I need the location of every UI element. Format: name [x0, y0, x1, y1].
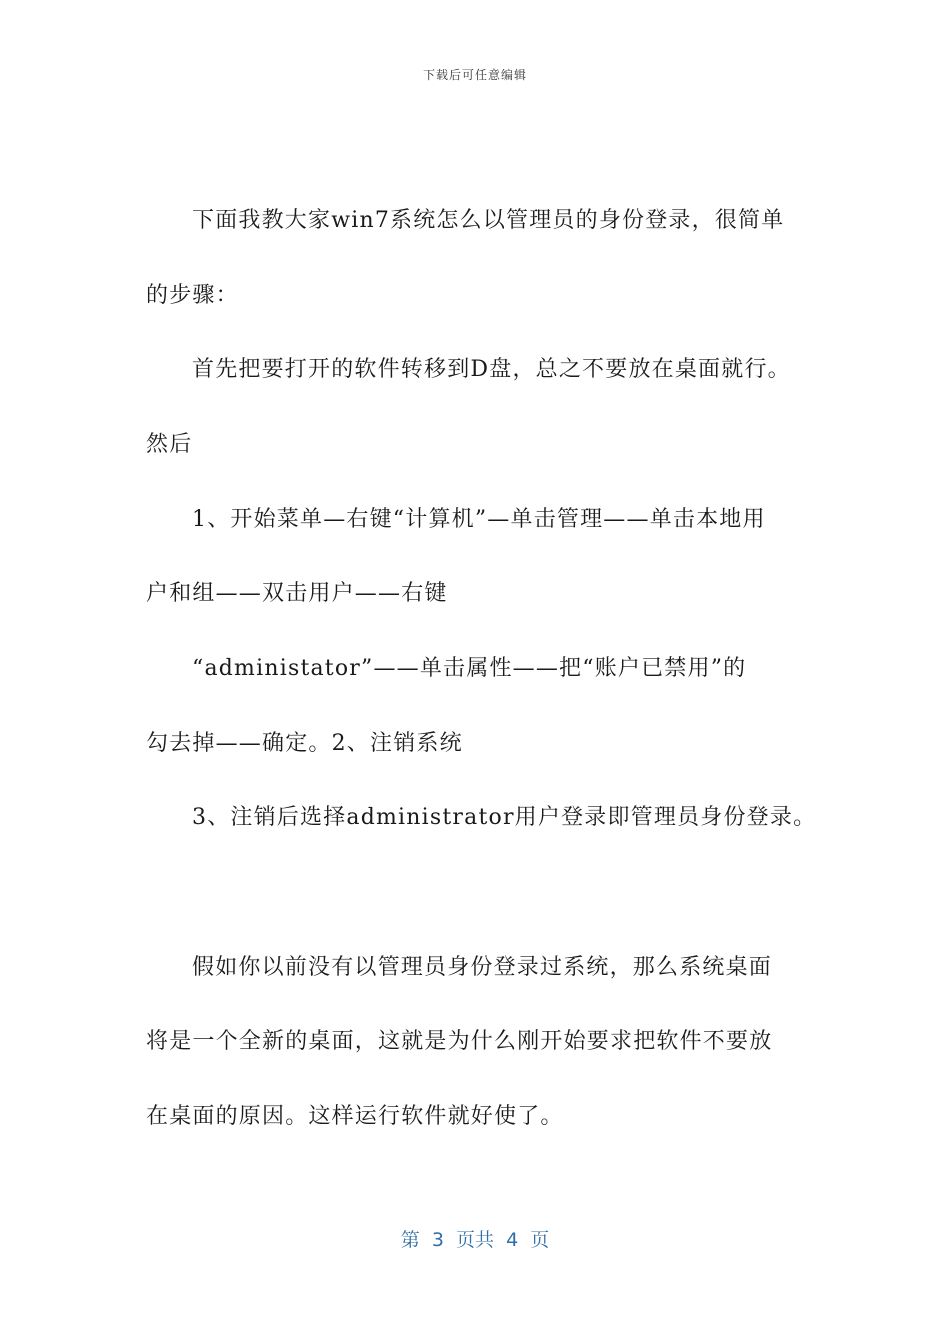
- paragraph-line: 下面我教大家win7系统怎么以管理员的身份登录，很简单: [192, 208, 785, 233]
- paragraph-line: 将是一个全新的桌面，这就是为什么刚开始要求把软件不要放: [146, 1029, 773, 1054]
- paragraph-line: “administator”——单击属性——把“账户已禁用”的: [192, 656, 747, 681]
- page-footer: 第 3 页共 4 页: [400, 1229, 550, 1251]
- paragraph-line: 1、开始菜单—右键“计算机”—单击管理——单击本地用: [192, 507, 766, 532]
- paragraph-line: 户和组——双击用户——右键: [146, 581, 448, 606]
- paragraph-line: 3、注销后选择administrator用户登录即管理员身份登录。: [192, 805, 817, 830]
- paragraph-line: 在桌面的原因。这样运行软件就好使了。: [146, 1104, 564, 1129]
- paragraph-line: 然后: [146, 432, 193, 457]
- paragraph-line: 的步骤：: [146, 283, 239, 308]
- paragraph-line: 首先把要打开的软件转移到D盘，总之不要放在桌面就行。: [192, 357, 791, 382]
- paragraph-line: 假如你以前没有以管理员身份登录过系统，那么系统桌面: [192, 955, 773, 980]
- page-header: 下载后可任意编辑: [422, 68, 527, 82]
- paragraph-line: 勾去掉——确定。2、注销系统: [146, 731, 463, 756]
